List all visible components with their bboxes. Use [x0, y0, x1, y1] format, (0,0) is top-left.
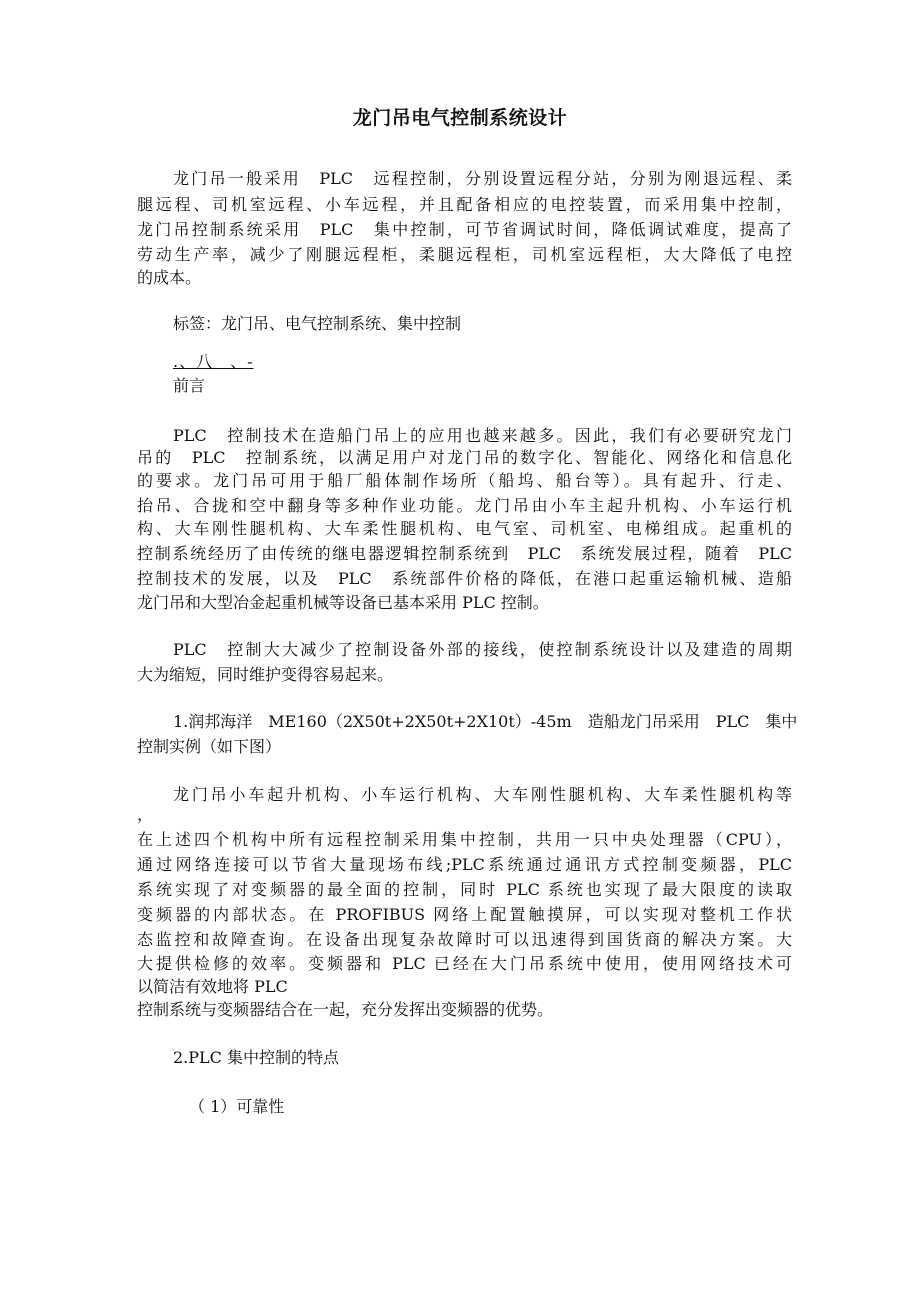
- abstract-line: 劳动生产率，减少了刚腿远程柜，柔腿远程柜，司机室远程柜，大大降低了电控: [137, 245, 792, 264]
- document-title: 龙门吊电气控制系统设计: [352, 107, 568, 129]
- para1-line: 抬吊、合拢和空中翻身等多种作业功能。龙门吊由小车主起升机构、小车运行机: [137, 496, 792, 515]
- para4-line: 通过网络连接可以节省大量现场布线;PLC系统通过通讯方式控制变频器，PLC: [137, 855, 792, 874]
- para2-line: PLC 控制大大减少了控制设备外部的接线，使控制系统设计以及建造的周期: [173, 640, 792, 659]
- abstract-line: 龙门吊控制系统采用 PLC 集中控制，可节省调试时间，降低调试难度，提高了: [137, 220, 792, 239]
- abstract-line: 的成本。: [137, 268, 202, 287]
- para1-line: 构、大车刚性腿机构、大车柔性腿机构、电气室、司机室、电梯组成。起重机的: [137, 519, 792, 538]
- para1-line: 龙门吊和大型冶金起重机械等设备已基本采用 PLC 控制。: [137, 593, 549, 612]
- para1-line: 的要求。龙门吊可用于船厂船体制作场所（船坞、船台等）。具有起升、行走、: [137, 471, 792, 490]
- para4-line: 在上述四个机构中所有远程控制采用集中控制，共用一只中央处理器（CPU），: [137, 830, 792, 849]
- para4-line: 变频器的内部状态。在 PROFIBUS 网络上配置触摸屏，可以实现对整机工作状: [137, 905, 792, 924]
- subsection-heading: （ 1）可靠性: [189, 1097, 285, 1116]
- para4-line: 控制系统与变频器结合在一起，充分发挥出变频器的优势。: [137, 1000, 554, 1019]
- para3-line: 控制实例（如下图）: [137, 737, 282, 756]
- section-heading: 2.PLC 集中控制的特点: [173, 1048, 339, 1067]
- para4-line: ，: [137, 805, 154, 824]
- abstract-line: 腿远程、司机室远程、小车远程，并且配备相应的电控装置，而采用集中控制，: [137, 195, 792, 214]
- para2-line: 大为缩短，同时维护变得容易起来。: [137, 665, 394, 684]
- para4-line: 以简洁有效地将 PLC: [137, 977, 288, 996]
- preface-heading: 前言: [173, 376, 206, 395]
- para3-line: 1.润邦海洋 ME160（2X50t+2X50t+2X10t）-45m 造船龙门吊采用 PLC 集中: [173, 712, 798, 731]
- tags-line: 标签：龙门吊、电气控制系统、集中控制: [173, 314, 462, 333]
- para4-line: 态监控和故障查询。在设备出现复杂故障时可以迅速得到国货商的解决方案。大: [137, 930, 792, 949]
- para1-line: 控制系统经历了由传统的继电器逻辑控制系统到 PLC 系统发展过程，随着 PLC: [137, 544, 792, 563]
- para4-line: 龙门吊小车起升机构、小车运行机构、大车刚性腿机构、大车柔性腿机构等: [173, 785, 792, 804]
- symbol-marks: .、八 、-: [173, 352, 254, 371]
- para1-line: 控制技术的发展，以及 PLC 系统部件价格的降低，在港口起重运输机械、造船: [137, 569, 792, 588]
- para4-line: 系统实现了对变频器的最全面的控制，同时 PLC 系统也实现了最大限度的读取: [137, 880, 792, 899]
- para1-line: 吊的 PLC 控制系统，以满足用户对龙门吊的数字化、智能化、网络化和信息化: [137, 448, 792, 467]
- para4-line: 大提供检修的效率。变频器和 PLC 已经在大门吊系统中使用，使用网络技术可: [137, 954, 792, 973]
- abstract-line: 龙门吊一般采用 PLC 远程控制，分别设置远程分站，分别为刚退远程、柔: [173, 169, 792, 188]
- para1-line: PLC 控制技术在造船门吊上的应用也越来越多。因此，我们有必要研究龙门: [173, 426, 792, 445]
